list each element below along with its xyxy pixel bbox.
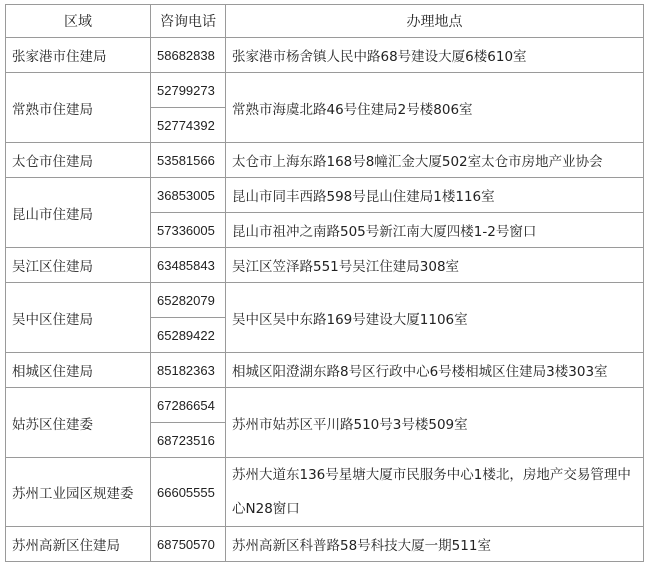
region-cell: 张家港市住建局 bbox=[6, 38, 151, 73]
header-address: 办理地点 bbox=[226, 5, 644, 38]
region-cell: 常熟市住建局 bbox=[6, 73, 151, 143]
address-cell: 苏州大道东136号星塘大厦市民服务中心1楼北，房地产交易管理中心N28窗口 bbox=[226, 458, 644, 527]
region-cell: 吴江区住建局 bbox=[6, 248, 151, 283]
phone-cell: 85182363 bbox=[151, 353, 226, 388]
phone-cell: 58682838 bbox=[151, 38, 226, 73]
address-cell: 吴中区吴中东路169号建设大厦1106室 bbox=[226, 283, 644, 353]
address-cell: 苏州市姑苏区平川路510号3号楼509室 bbox=[226, 388, 644, 458]
table-row bbox=[6, 143, 644, 178]
address-cell: 吴江区笠泽路551号吴江住建局308室 bbox=[226, 248, 644, 283]
region-cell: 吴中区住建局 bbox=[6, 283, 151, 353]
table-row bbox=[6, 353, 644, 388]
phone-cell: 68723516 bbox=[151, 423, 226, 458]
region-cell: 相城区住建局 bbox=[6, 353, 151, 388]
region-cell: 太仓市住建局 bbox=[6, 143, 151, 178]
table-row bbox=[6, 458, 644, 527]
table-row bbox=[6, 38, 644, 73]
phone-cell: 52799273 bbox=[151, 73, 226, 108]
region-cell: 苏州高新区住建局 bbox=[6, 527, 151, 562]
phone-cell: 66605555 bbox=[151, 458, 226, 527]
header-phone: 咨询电话 bbox=[151, 5, 226, 38]
phone-cell: 65289422 bbox=[151, 318, 226, 353]
table-row bbox=[6, 73, 644, 108]
address-cell: 相城区阳澄湖东路8号区行政中心6号楼相城区住建局3楼303室 bbox=[226, 353, 644, 388]
table-row bbox=[6, 178, 644, 213]
phone-cell: 63485843 bbox=[151, 248, 226, 283]
address-cell: 昆山市同丰西路598号昆山住建局1楼116室 bbox=[226, 178, 644, 213]
region-cell: 昆山市住建局 bbox=[6, 178, 151, 248]
phone-cell: 53581566 bbox=[151, 143, 226, 178]
address-cell: 苏州高新区科普路58号科技大厦一期511室 bbox=[226, 527, 644, 562]
table-row bbox=[6, 283, 644, 318]
table-header-row bbox=[6, 5, 644, 38]
region-cell: 姑苏区住建委 bbox=[6, 388, 151, 458]
housing-bureau-contact-table bbox=[5, 4, 644, 562]
header-region: 区域 bbox=[6, 5, 151, 38]
address-cell: 太仓市上海东路168号8幢汇金大厦502室太仓市房地产业协会 bbox=[226, 143, 644, 178]
phone-cell: 36853005 bbox=[151, 178, 226, 213]
phone-cell: 67286654 bbox=[151, 388, 226, 423]
address-cell: 常熟市海虞北路46号住建局2号楼806室 bbox=[226, 73, 644, 143]
address-cell: 张家港市杨舍镇人民中路68号建设大厦6楼610室 bbox=[226, 38, 644, 73]
phone-cell: 68750570 bbox=[151, 527, 226, 562]
table-row bbox=[6, 388, 644, 423]
address-cell: 昆山市祖冲之南路505号新江南大厦四楼1-2号窗口 bbox=[226, 213, 644, 248]
phone-cell: 52774392 bbox=[151, 108, 226, 143]
table-row bbox=[6, 248, 644, 283]
phone-cell: 57336005 bbox=[151, 213, 226, 248]
table-row bbox=[6, 527, 644, 562]
phone-cell: 65282079 bbox=[151, 283, 226, 318]
region-cell: 苏州工业园区规建委 bbox=[6, 458, 151, 527]
